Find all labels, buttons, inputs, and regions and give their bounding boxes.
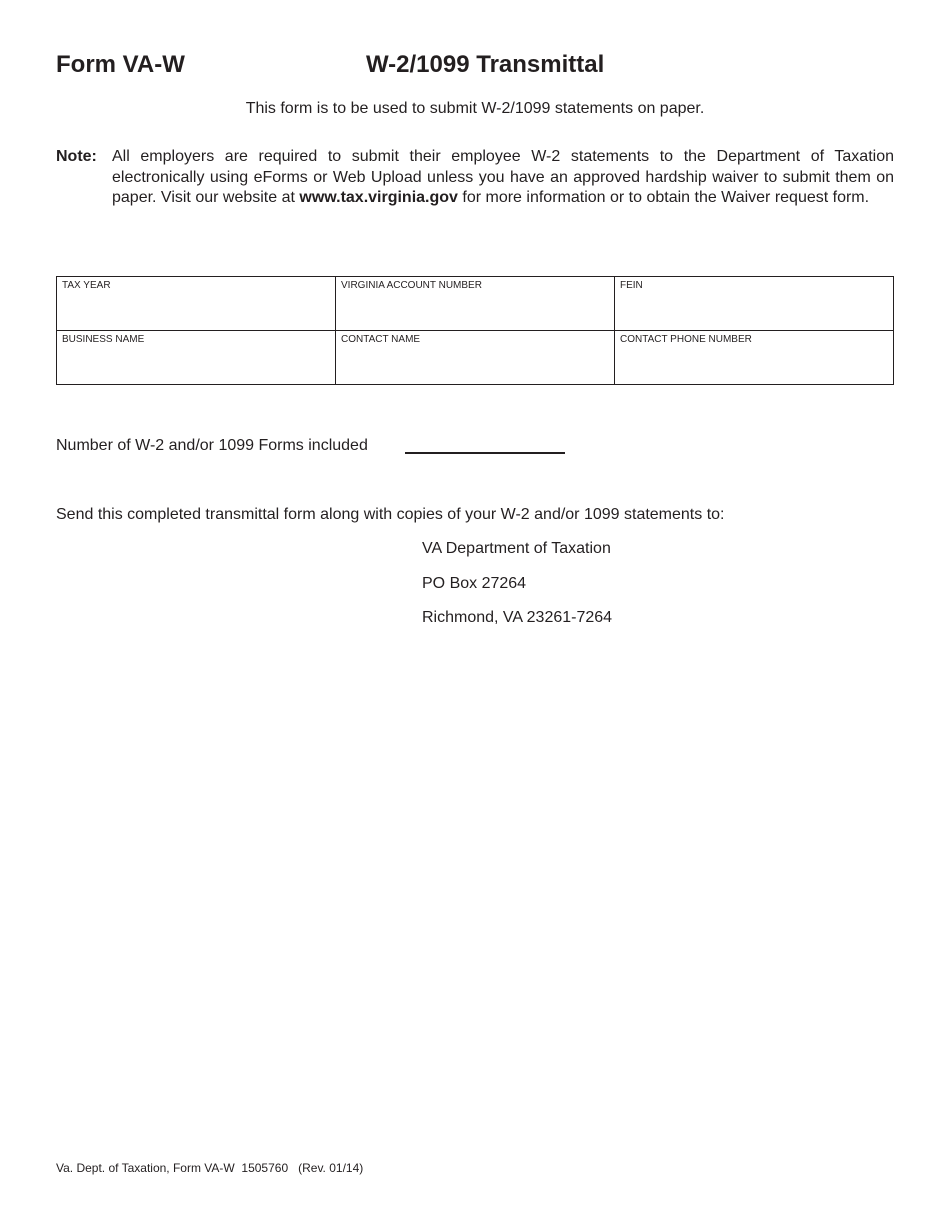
form-id: Form VA-W: [56, 51, 185, 78]
fein-field[interactable]: [615, 277, 894, 331]
form-footer: Va. Dept. of Taxation, Form VA-W 1505760 (Rev. 01/14): [56, 1161, 364, 1175]
employer-info-grid: [56, 276, 894, 385]
fein-label: FEIN: [620, 280, 643, 291]
mailing-address: [422, 538, 612, 642]
business-name-field[interactable]: [57, 331, 336, 385]
contact-name-label: CONTACT NAME: [341, 334, 421, 345]
note-text-before: All employers are required to submit their employee W-2 statements to the Department of Taxation electronically using eForms or Web Upload unless you have an approved hardship waiver to submit them on paper. Visit our website at: [112, 148, 894, 207]
note-block: [56, 147, 894, 209]
virginia-account-number-field[interactable]: [336, 277, 615, 331]
tax-year-label: TAX YEAR: [62, 280, 111, 291]
form-title: W-2/1099 Transmittal: [366, 51, 605, 78]
address-line: Richmond, VA 23261-7264: [422, 609, 613, 626]
forms-count-label: Number of W-2 and/or 1099 Forms included: [56, 437, 368, 454]
forms-count-input[interactable]: [405, 452, 565, 454]
website-link: www.tax.virginia.gov: [299, 189, 458, 207]
contact-phone-number-label: CONTACT PHONE NUMBER: [620, 334, 752, 345]
intro-text: This form is to be used to submit W-2/1099 statements on paper.: [245, 100, 705, 117]
tax-year-field[interactable]: [57, 277, 336, 331]
business-name-label: BUSINESS NAME: [62, 334, 145, 345]
note-label: Note:: [56, 148, 97, 165]
address-line: VA Department of Taxation: [422, 540, 611, 557]
contact-name-field[interactable]: [336, 331, 615, 385]
mailing-instruction: Send this completed transmittal form along with copies of your W-2 and/or 1099 statements to:: [56, 506, 725, 523]
contact-phone-number-field[interactable]: [615, 331, 894, 385]
virginia-account-number-label: VIRGINIA ACCOUNT NUMBER: [341, 280, 482, 291]
note-text: [112, 147, 894, 209]
address-line: PO Box 27264: [422, 574, 527, 592]
note-text-after: for more information or to obtain the Waiver request form.: [457, 189, 870, 207]
